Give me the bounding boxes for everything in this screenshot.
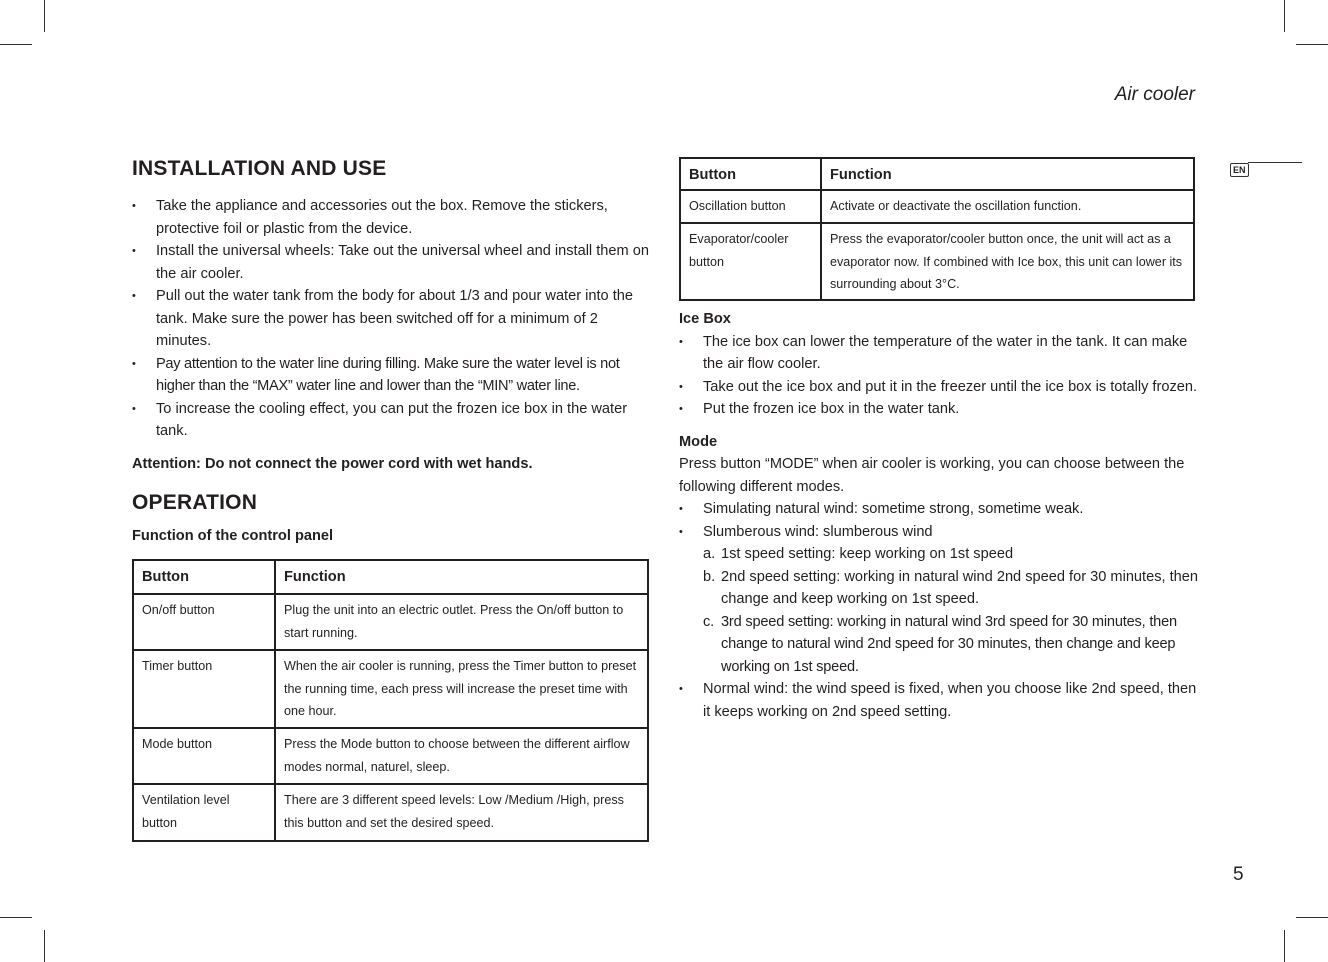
control-panel-table [132, 559, 649, 842]
operation-heading: OPERATION [132, 491, 258, 514]
list-item: • Put the frozen ice box in the water tank. [679, 398, 1199, 421]
table-row [133, 728, 648, 784]
ice-box-heading: Ice Box [679, 311, 731, 327]
list-item [703, 611, 1199, 679]
table-header: Button [680, 158, 821, 190]
crop-mark [44, 930, 45, 962]
table-cell: Oscillation button [680, 190, 821, 223]
table-cell: On/off button [133, 594, 275, 650]
language-badge: EN [1230, 163, 1249, 177]
list-item: • Simulating natural wind: sometime strong, sometime weak. [679, 498, 1199, 521]
list-item: • Take the appliance and accessories out the box. Remove the stickers, protective foil or plastic from the device. [132, 195, 652, 240]
list-text: 1st speed setting: keep working on 1st speed [721, 546, 1014, 562]
mode-heading: Mode [679, 433, 718, 450]
list-item: • The ice box can lower the temperature of the water in the tank. It can make the air flow cooler. [679, 331, 1199, 376]
crop-mark [1284, 0, 1285, 32]
language-line [1248, 162, 1302, 163]
list-item: • Slumberous wind: slumberous wind [679, 521, 1199, 544]
list-text: 2nd speed setting: working in natural wind 2nd speed for 30 minutes, then change and keep working on 1st speed. [721, 568, 1199, 607]
table-cell: Press the Mode button to choose between the different airflow modes normal, naturel, sleep. [275, 728, 648, 784]
table-header: Button [133, 560, 275, 594]
list-item: • To increase the cooling effect, you can put the frozen ice box in the water tank. [132, 398, 652, 443]
table-cell: Evaporator/cooler button [680, 223, 821, 300]
list-item: • Take out the ice box and put it in the freezer until the ice box is totally frozen. [679, 376, 1199, 399]
list-item: • Install the universal wheels: Take out the universal wheel and install them on the air cooler. [132, 240, 652, 285]
table-cell: Press the evaporator/cooler button once, the unit will act as a evaporator now. If combined with Ice box, this unit can lower its surrounding about 3°C. [821, 223, 1194, 300]
table-cell: Timer button [133, 650, 275, 728]
table-header: Function [821, 158, 1194, 190]
installation-heading: INSTALLATION AND USE [132, 157, 387, 180]
list-item [703, 566, 1199, 611]
list-letter: a. [703, 546, 716, 562]
table-cell: Plug the unit into an electric outlet. Press the On/off button to start running. [275, 594, 648, 650]
table-row [133, 650, 648, 728]
list-text: 3rd speed setting: working in natural wind 3rd speed for 30 minutes, then change to natural wind 2nd speed for 30 minutes, then change and keep working on 1st speed. [721, 613, 1177, 675]
crop-mark [1296, 917, 1328, 918]
table-cell: Ventilation level button [133, 784, 275, 841]
speed-settings-list [703, 543, 1199, 678]
extra-buttons-table [679, 157, 1195, 301]
table-row [133, 784, 648, 841]
list-letter: c. [703, 613, 714, 630]
table-row [680, 223, 1194, 300]
crop-mark [1284, 930, 1285, 962]
crop-mark [44, 0, 45, 32]
attention-note: Attention: Do not connect the power cord with wet hands. [132, 455, 533, 472]
crop-mark [0, 44, 32, 45]
list-item: • Pull out the water tank from the body for about 1/3 and pour water into the tank. Make sure the power has been switched off for a minimum of 2 minutes. [132, 285, 652, 353]
table-cell: Mode button [133, 728, 275, 784]
table-cell: Activate or deactivate the oscillation function. [821, 190, 1194, 223]
page-number: 5 [1233, 864, 1244, 885]
mode-intro: Press button “MODE” when air cooler is working, you can choose between the following different modes. [679, 456, 1185, 495]
table-row [133, 594, 648, 650]
table-row [680, 190, 1194, 223]
crop-mark [1296, 44, 1328, 45]
list-item: • Pay attention to the water line during filling. Make sure the water level is not higher than the “MAX” water line and lower than the “MIN” water line. [132, 353, 652, 398]
installation-list [132, 195, 652, 443]
control-panel-subheading: Function of the control panel [132, 528, 334, 544]
list-item [703, 543, 1199, 566]
list-item: • Normal wind: the wind speed is fixed, when you choose like 2nd speed, then it keeps working on 2nd speed setting. [679, 678, 1199, 723]
mode-list [679, 498, 1199, 543]
table-cell: When the air cooler is running, press the Timer button to preset the running time, each press will increase the preset time with one hour. [275, 650, 648, 728]
table-cell: There are 3 different speed levels: Low /Medium /High, press this button and set the desired speed. [275, 784, 648, 841]
document-title: Air cooler [1114, 84, 1195, 105]
list-letter: b. [703, 568, 716, 585]
ice-box-list [679, 331, 1199, 421]
mode-list-last [679, 678, 1199, 723]
table-header: Function [275, 560, 648, 594]
crop-mark [0, 917, 32, 918]
